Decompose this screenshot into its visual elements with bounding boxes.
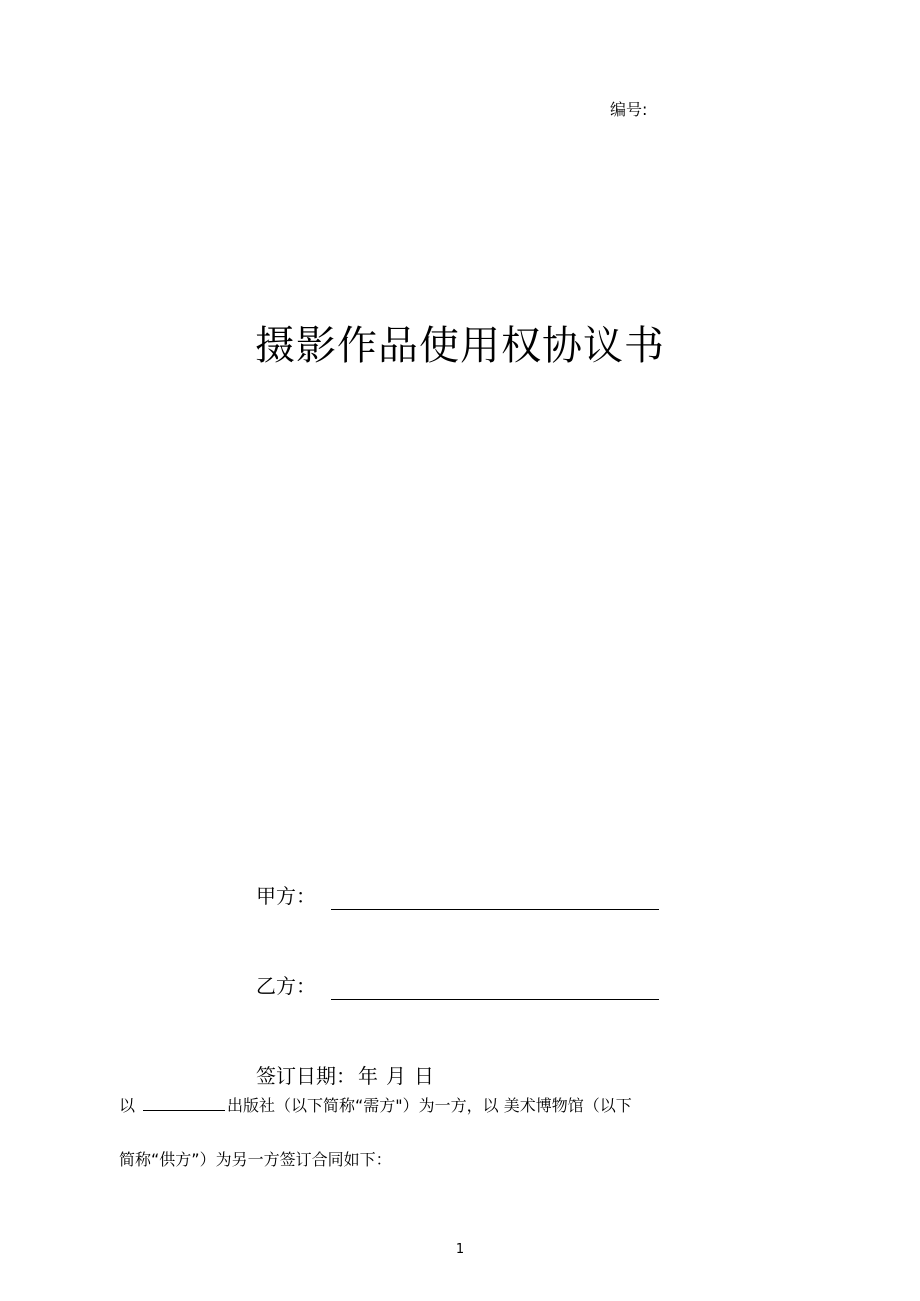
party-b-blank-line	[331, 975, 659, 1000]
party-a-row	[256, 880, 659, 910]
publisher-blank-line	[143, 1094, 225, 1111]
document-number-label: 编号:	[610, 100, 648, 119]
party-b-label: 乙方：	[256, 974, 316, 998]
party-a-blank-line	[331, 885, 659, 910]
signing-year: 年	[358, 1064, 378, 1088]
body-line1-prefix: 以	[119, 1096, 136, 1115]
signing-month: 月	[386, 1064, 406, 1088]
document-title: 摄影作品使用权协议书	[255, 323, 665, 369]
body-paragraph-line-1	[119, 1094, 632, 1117]
signing-date-label: 签订日期：	[256, 1064, 356, 1088]
page-number: 1	[455, 1242, 465, 1257]
body-line1-suffix: 出版社（以下简称“需方"）为一方，以 美术博物馆（以下	[227, 1096, 632, 1115]
signing-date-row	[256, 1062, 442, 1090]
signing-day: 日	[414, 1064, 434, 1088]
party-a-label: 甲方：	[256, 884, 316, 908]
party-b-row	[256, 970, 659, 1000]
body-paragraph-line-2: 简称“供方”）为另一方签订合同如下：	[119, 1150, 392, 1169]
